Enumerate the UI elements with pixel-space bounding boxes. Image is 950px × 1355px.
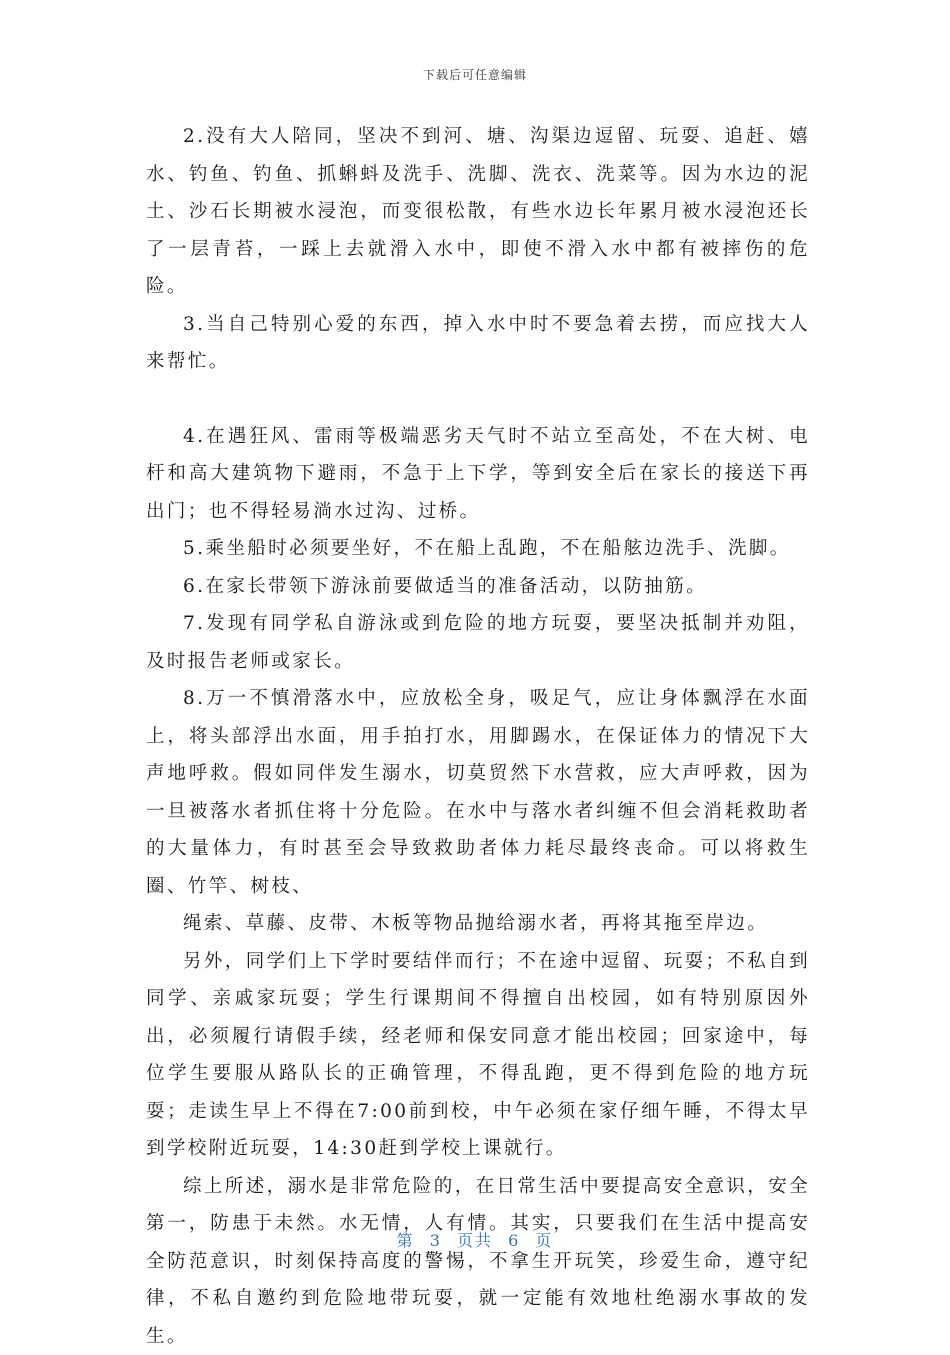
page-header: 下载后可任意编辑 bbox=[0, 66, 950, 83]
page-suffix: 页 bbox=[535, 1228, 553, 1251]
current-page-number: 3 bbox=[430, 1231, 442, 1250]
paragraph-item-7: 7.发现有同学私自游泳或到危险的地方玩耍，要坚决抵制并劝阻，及时报告老师或家长。 bbox=[146, 605, 810, 680]
paragraph-item-4: 4.在遇狂风、雷雨等极端恶劣天气时不站立至高处，不在大树、电杆和高大建筑物下避雨，不急于上下学，等到安全后在家长的接送下再出门；也不得轻易淌水过沟、过桥。 bbox=[146, 418, 810, 531]
document-body bbox=[146, 118, 810, 1355]
paragraph-item-8: 8.万一不慎滑落水中，应放松全身，吸足气，应让身体飘浮在水面上，将头部浮出水面，用手拍打水，用脚踢水，在保证体力的情况下大声地呼救。假如同伴发生溺水，切莫贸然下水营救，应大声呼救，因为一旦被落水者抓住将十分危险。在水中与落水者纠缠不但会消耗救助者的大量体力，有时甚至会导致救助者体力耗尽最终丧命。可以将救生圈、竹竿、树枝、 bbox=[146, 680, 810, 905]
paragraph-additional-notes: 另外，同学们上下学时要结伴而行；不在途中逗留、玩耍；不私自到同学、亲戚家玩耍；学生行课期间不得擅自出校园，如有特别原因外出，必须履行请假手续，经老师和保安同意才能出校园；回家途中，每位学生要服从路队长的正确管理，不得乱跑，更不得到危险的地方玩耍；走读生早上不得在7:00前到校，中午必须在家仔细午睡，不得太早到学校附近玩耍，14:30赶到学校上课就行。 bbox=[146, 943, 810, 1168]
page-prefix: 第 bbox=[397, 1228, 415, 1251]
paragraph-item-5: 5.乘坐船时必须要坐好，不在船上乱跑，不在船舷边洗手、洗脚。 bbox=[146, 530, 810, 568]
total-pages-number: 6 bbox=[508, 1231, 520, 1250]
paragraph-conclusion: 综上所述，溺水是非常危险的，在日常生活中要提高安全意识，安全第一，防患于未然。水无情，人有情。其实，只要我们在生活中提高安全防范意识，时刻保持高度的警惕，不拿生开玩笑，珍爱生命，遵守纪律，不私自邀约到危险地带玩耍，就一定能有效地杜绝溺水事故的发生。 bbox=[146, 1168, 810, 1355]
page-footer bbox=[0, 1228, 950, 1251]
paragraph-item-8-continued: 绳索、草藤、皮带、木板等物品抛给溺水者，再将其拖至岸边。 bbox=[146, 905, 810, 943]
page-mid-text: 页共 bbox=[457, 1228, 493, 1251]
paragraph-item-3: 3.当自己特别心爱的东西，掉入水中时不要急着去捞，而应找大人来帮忙。 bbox=[146, 306, 810, 381]
paragraph-item-6: 6.在家长带领下游泳前要做适当的准备活动，以防抽筋。 bbox=[146, 568, 810, 606]
paragraph-item-2: 2.没有大人陪同，坚决不到河、塘、沟渠边逗留、玩耍、追赶、嬉水、钓鱼、钓鱼、抓蝌蚪及洗手、洗脚、洗衣、洗菜等。因为水边的泥土、沙石长期被水浸泡，而变很松散，有些水边长年累月被水浸泡还长了一层青苔，一踩上去就滑入水中，即使不滑入水中都有被摔伤的危险。 bbox=[146, 118, 810, 306]
